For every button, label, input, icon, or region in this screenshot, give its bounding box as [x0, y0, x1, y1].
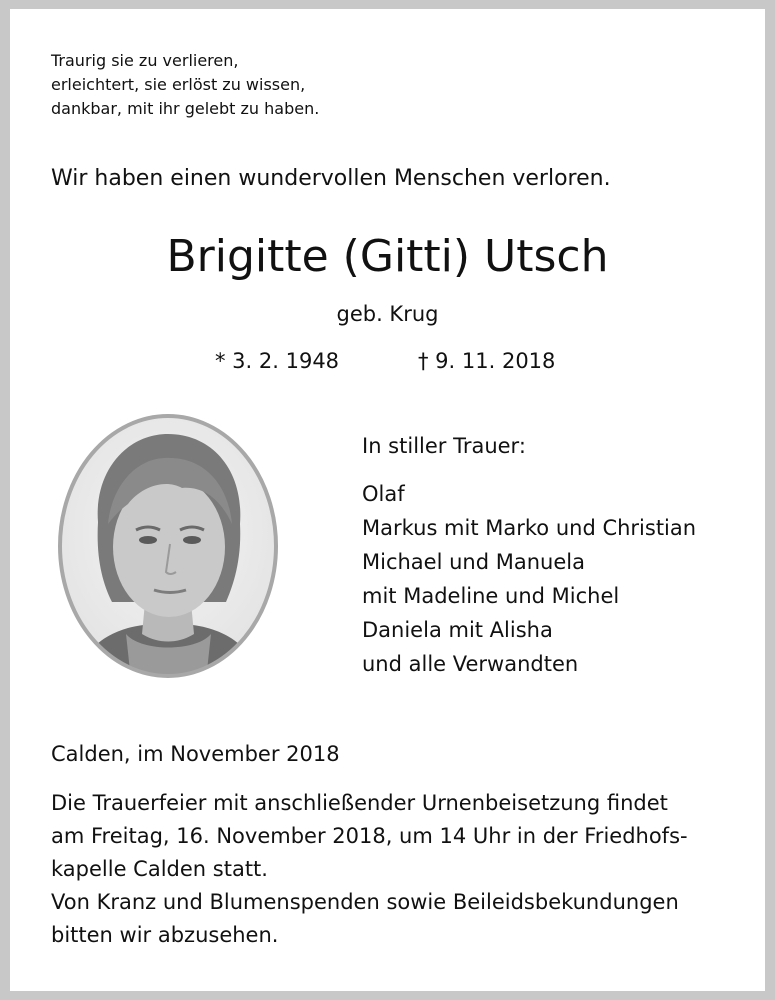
funeral-notice [51, 787, 688, 952]
poem [51, 49, 319, 121]
mourners-section [362, 429, 696, 681]
obituary-card [10, 9, 765, 991]
poem-line: erleichtert, sie erlöst zu wissen, [51, 75, 306, 94]
death-date: † 9. 11. 2018 [418, 349, 556, 373]
deceased-name: Brigitte (Gitti) Utsch [166, 231, 609, 282]
notice-line: kapelle Calden statt. [51, 857, 268, 881]
place-date: Calden, im November 2018 [51, 742, 340, 766]
notice-line: bitten wir abzusehen. [51, 923, 279, 947]
family-member: Olaf [362, 482, 405, 506]
portrait-photo [56, 412, 280, 680]
family-member: mit Madeline und Michel [362, 584, 620, 608]
family-member: Daniela mit Alisha [362, 618, 553, 642]
family-member: Michael und Manuela [362, 550, 585, 574]
family-member: Markus mit Marko und Christian [362, 516, 697, 540]
intro-text: Wir haben einen wundervollen Menschen verloren. [51, 166, 611, 191]
poem-line: dankbar, mit ihr gelebt zu haben. [51, 99, 320, 118]
mourning-heading: In stiller Trauer: [362, 434, 526, 458]
family-member: und alle Verwandten [362, 652, 579, 676]
notice-line: Die Trauerfeier mit anschließender Urnenbeisetzung findet [51, 791, 668, 815]
birth-date: * 3. 2. 1948 [215, 349, 340, 373]
poem-line: Traurig sie zu verlieren, [51, 51, 239, 70]
family-list [362, 477, 696, 681]
notice-line: am Freitag, 16. November 2018, um 14 Uhr in der Friedhofs- [51, 824, 688, 848]
birth-name: geb. Krug [336, 302, 439, 326]
notice-line: Von Kranz und Blumenspenden sowie Beileidsbekundungen [51, 890, 679, 914]
